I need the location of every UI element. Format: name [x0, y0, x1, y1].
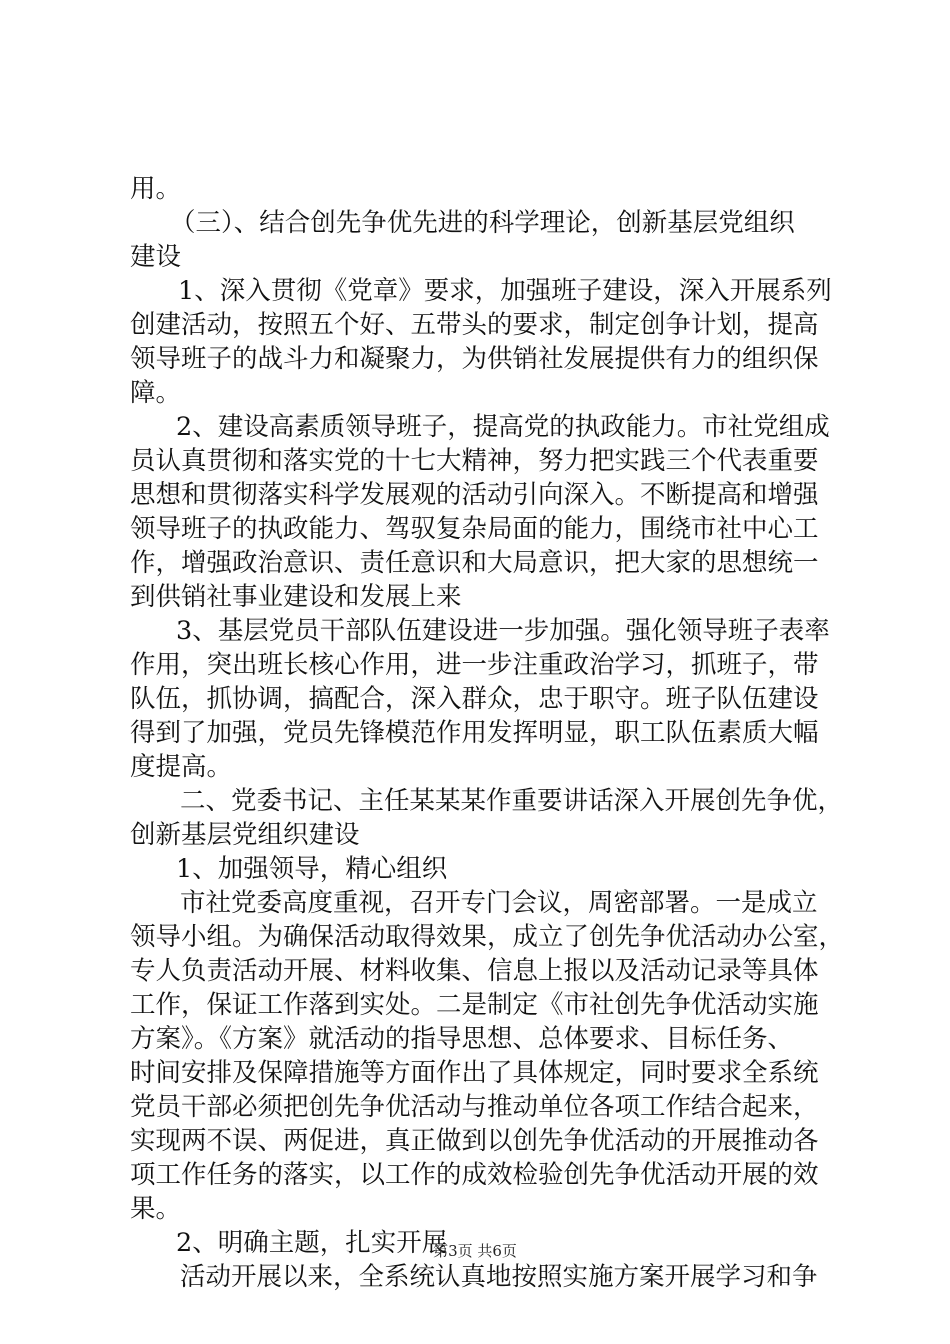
text-line: 领导班子的执政能力、驾驭复杂局面的能力，围绕市社中心工: [130, 514, 819, 544]
text-line: 作用，突出班长核心作用，进一步注重政治学习，抓班子，带: [130, 650, 819, 680]
text-line: 专人负责活动开展、材料收集、信息上报以及活动记录等具体: [130, 956, 819, 986]
text-line: 建设: [130, 242, 182, 272]
text-line: 项工作任务的落实，以工作的成效检验创先争优活动开展的效: [130, 1160, 819, 1190]
text-line: 实现两不误、两促进，真正做到以创先争优活动的开展推动各: [130, 1126, 819, 1156]
text-line: 用。: [130, 174, 182, 204]
text-line: 队伍，抓协调，搞配合，深入群众，忠于职守。班子队伍建设: [130, 684, 819, 714]
page-footer: 第3页 共6页: [433, 1242, 517, 1260]
text-line: 3、基层党员干部队伍建设进一步加强。强化领导班子表率: [176, 616, 830, 646]
text-line: 创新基层党组织建设: [130, 820, 360, 850]
text-line: 活动开展以来，全系统认真地按照实施方案开展学习和争: [180, 1262, 818, 1292]
document-body: [130, 172, 845, 1294]
text-line: 员认真贯彻和落实党的十七大精神，努力把实践三个代表重要: [130, 446, 819, 476]
text-line: （三）、结合创先争优先进的科学理论，创新基层党组织: [170, 208, 795, 238]
text-line: 2、建设高素质领导班子，提高党的执政能力。市社党组成: [176, 412, 830, 442]
text-line: 果。: [130, 1194, 182, 1224]
text-line: 二、党委书记、主任某某某作重要讲话深入开展创先争优，: [180, 786, 844, 816]
text-line: 创建活动，按照五个好、五带头的要求，制定创争计划，提高: [130, 310, 819, 340]
text-line: 工作，保证工作落到实处。二是制定《市社创先争优活动实施: [130, 990, 819, 1020]
text-line: 领导班子的战斗力和凝聚力，为供销社发展提供有力的组织保: [130, 344, 819, 374]
text-line: 得到了加强，党员先锋模范作用发挥明显，职工队伍素质大幅: [130, 718, 819, 748]
text-line: 度提高。: [130, 752, 233, 782]
text-line: 到供销社事业建设和发展上来: [130, 582, 462, 612]
text-line: 思想和贯彻落实科学发展观的活动引向深入。不断提高和增强: [130, 480, 819, 510]
text-line: 作，增强政治意识、责任意识和大局意识，把大家的思想统一: [130, 548, 819, 578]
text-line: 时间安排及保障措施等方面作出了具体规定，同时要求全系统: [130, 1058, 819, 1088]
text-line: 1、深入贯彻《党章》要求，加强班子建设，深入开展系列: [178, 276, 832, 306]
text-line: 党员干部必须把创先争优活动与推动单位各项工作结合起来，: [130, 1092, 819, 1122]
text-line: 领导小组。为确保活动取得效果，成立了创先争优活动办公室，: [130, 922, 845, 952]
text-line: 2、明确主题，扎实开展: [176, 1228, 448, 1258]
text-line: 障。: [130, 378, 182, 408]
text-line: 市社党委高度重视，召开专门会议，周密部署。一是成立: [180, 888, 818, 918]
text-line: 1、加强领导，精心组织: [176, 854, 448, 884]
text-line: 方案》。《方案》就活动的指导思想、总体要求、目标任务、: [130, 1024, 794, 1054]
